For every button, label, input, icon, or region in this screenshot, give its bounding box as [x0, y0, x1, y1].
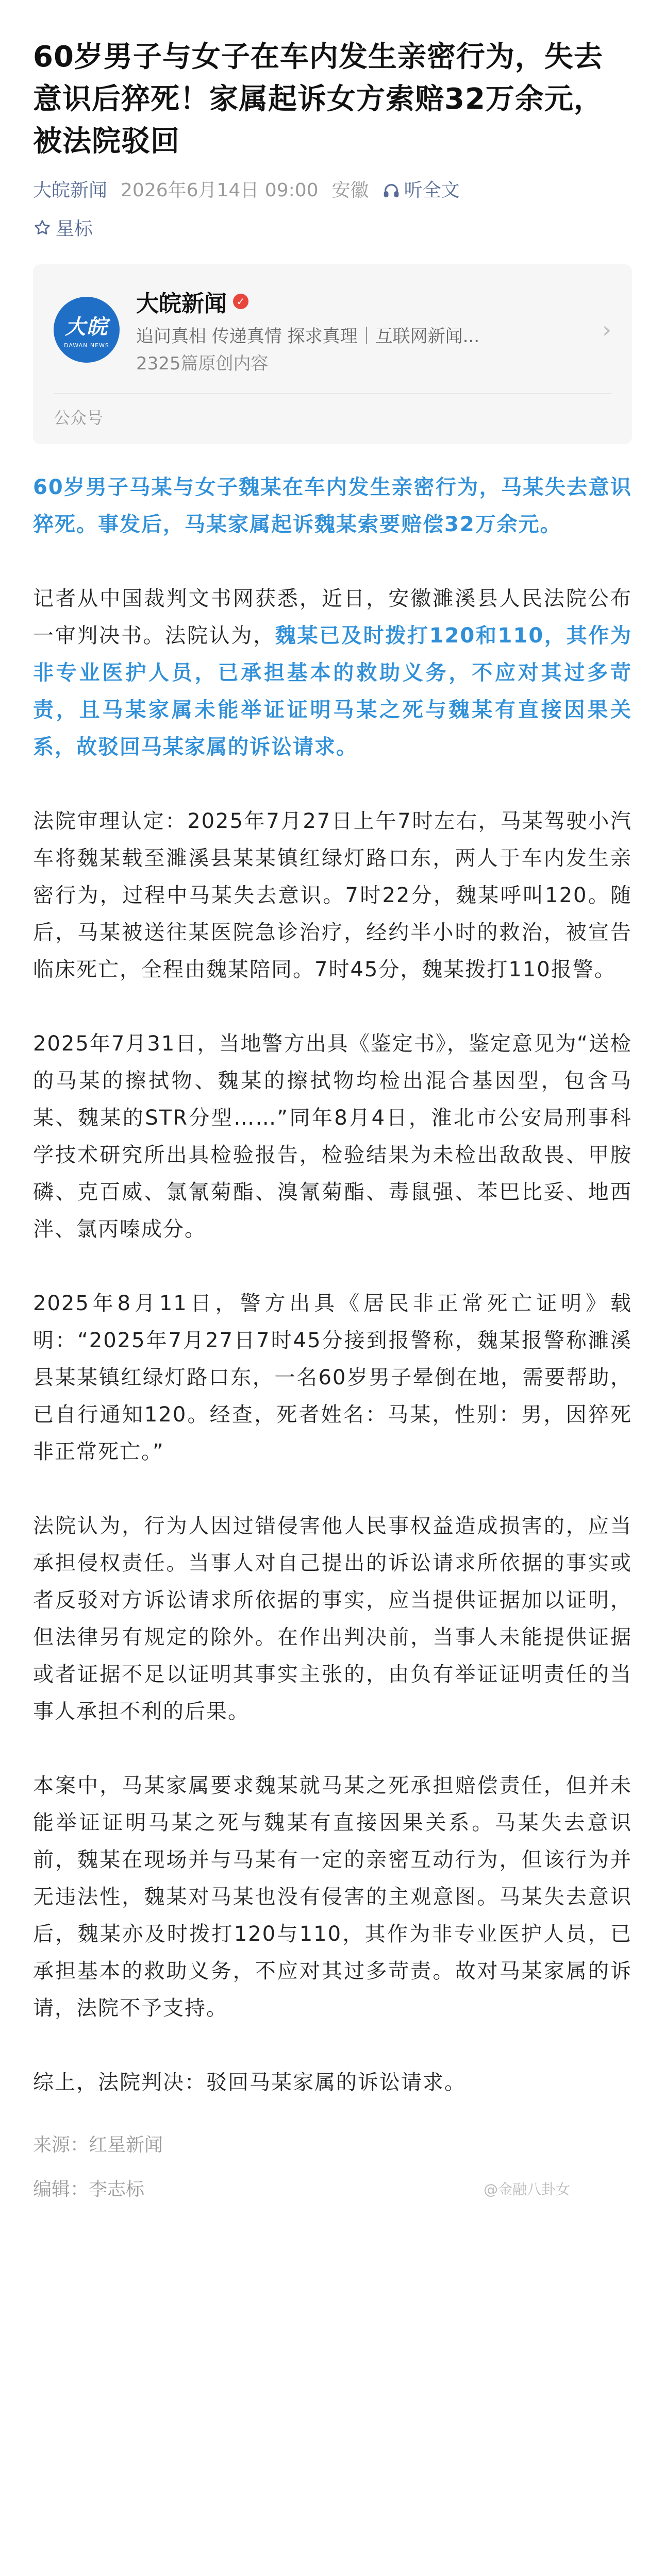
publish-location: 安徽: [331, 180, 369, 201]
lead-paragraph: 60岁男子马某与女子魏某在车内发生亲密行为，马某失去意识猝死。事发后，马某家属起诉魏某索要赔偿32万余元。: [33, 476, 632, 536]
chevron-right-icon[interactable]: ›: [602, 316, 611, 343]
paragraph-7: 本案中，马某家属要求魏某就马某之死承担赔偿责任，但并未能举证证明马某之死与魏某有直接因果关系。马某失去意识前，魏某在现场并与马某有一定的亲密互动行为，但该行为并无违法性，魏某对马某也没有侵害的主观意图。马某失去意识后，魏某亦及时拨打120与110，其作为非专业医护人员，已承担基本的救助义务，不应对其过多苛责。故对马某家属的诉请，法院不予支持。: [33, 1774, 632, 2020]
editor-line: 编辑：李志标: [33, 2179, 145, 2200]
article-title: 60岁男子与女子在车内发生亲密行为，失去意识后猝死！家属起诉女方索赔32万余元，被法院驳回: [33, 40, 603, 158]
logo-subtext: DAWAN NEWS: [64, 342, 109, 349]
paragraph-2: [33, 580, 632, 766]
account-info: [136, 285, 586, 375]
account-type-label: 公众号: [54, 408, 104, 428]
editor-row: [33, 2175, 632, 2204]
article-body: [33, 469, 632, 2204]
star-button[interactable]: [33, 214, 632, 241]
account-description: 追问真相 传递真情 探求真理｜互联网新闻...: [136, 326, 480, 347]
paragraph-2-text: 记者从中国裁判文书网获悉，近日，安徽濉溪县人民法院公布一审判决书。法院认为，: [33, 587, 632, 648]
verified-icon: ✓: [233, 294, 248, 309]
account-name-row: [136, 285, 586, 318]
headphones-icon: [383, 182, 400, 199]
paragraph-4: 2025年7月31日，当地警方出具《鉴定书》，鉴定意见为“送检的马某的擦拭物、魏某的擦拭物均检出混合基因型，包含马某、魏某的STR分型……”同年8月4日，淮北市公安局刑事科学技术研究所出具检验报告，检验结果为未检出敌敌畏、甲胺磷、克百威、氯氰菊酯、溴氰菊酯、毒鼠强、苯巴比妥、地西泮、氯丙嗪成分。: [33, 1032, 632, 1241]
account-logo: [54, 297, 120, 363]
paragraph-3: 法院审理认定：2025年7月27日上午7时左右，马某驾驶小汽车将魏某载至濉溪县某某镇红绿灯路口东，两人于车内发生亲密行为，过程中马某失去意识。7时22分，魏某呼叫120。随后，马某被送往某医院急诊治疗，经约半小时的救治，被宣告临床死亡，全程由魏某陪同。7时45分，魏某拨打110报警。: [33, 809, 632, 981]
paragraph-5: 2025年8月11日，警方出具《居民非正常死亡证明》载明：“2025年7月27日7时45分接到报警称，魏某报警称濉溪县某某镇红绿灯路口东，一名60岁男子晕倒在地，需要帮助，已自行通知120。经查，死者姓名：马某，性别：男，因猝死非正常死亡。”: [33, 1292, 632, 1464]
watermark-text: @金融八卦女: [483, 2181, 570, 2198]
logo-text: 大皖: [65, 315, 108, 339]
star-icon: [33, 218, 52, 237]
paragraph-6: 法院认为，行为人因过错侵害他人民事权益造成损害的，应当承担侵权责任。当事人对自己提出的诉讼请求所依据的事实或者反驳对方诉讼请求所依据的事实，应当提供证据加以证明，但法律另有规定的除外。在作出判决前，当事人未能提供证据或者证据不足以证明其事实主张的，由负有举证证明责任的当事人承担不利的后果。: [33, 1514, 632, 1723]
card-divider: [54, 393, 611, 394]
account-card[interactable]: [33, 264, 632, 444]
paragraph-2-highlight: 魏某已及时拨打120和110，其作为非专业医护人员，已承担基本的救助义务，不应对其过多苛责，且马某家属未能举证证明马某之死与魏某有直接因果关系，故驳回马某家属的诉讼请求。: [33, 624, 632, 759]
publish-date: 2026年6月14日 09:00: [121, 180, 319, 201]
source-line: 来源：红星新闻: [33, 2134, 163, 2156]
account-link[interactable]: 大皖新闻: [33, 180, 108, 201]
article-meta: [33, 178, 632, 203]
paragraph-8: 综上，法院判决：驳回马某家属的诉讼请求。: [33, 2071, 466, 2094]
account-article-count: 2325篇原创内容: [136, 353, 269, 374]
account-card-main: [54, 285, 611, 375]
listen-label: 听全文: [404, 180, 460, 201]
star-label: 星标: [56, 218, 93, 240]
listen-button[interactable]: [383, 178, 460, 203]
account-name: 大皖新闻: [136, 291, 227, 317]
